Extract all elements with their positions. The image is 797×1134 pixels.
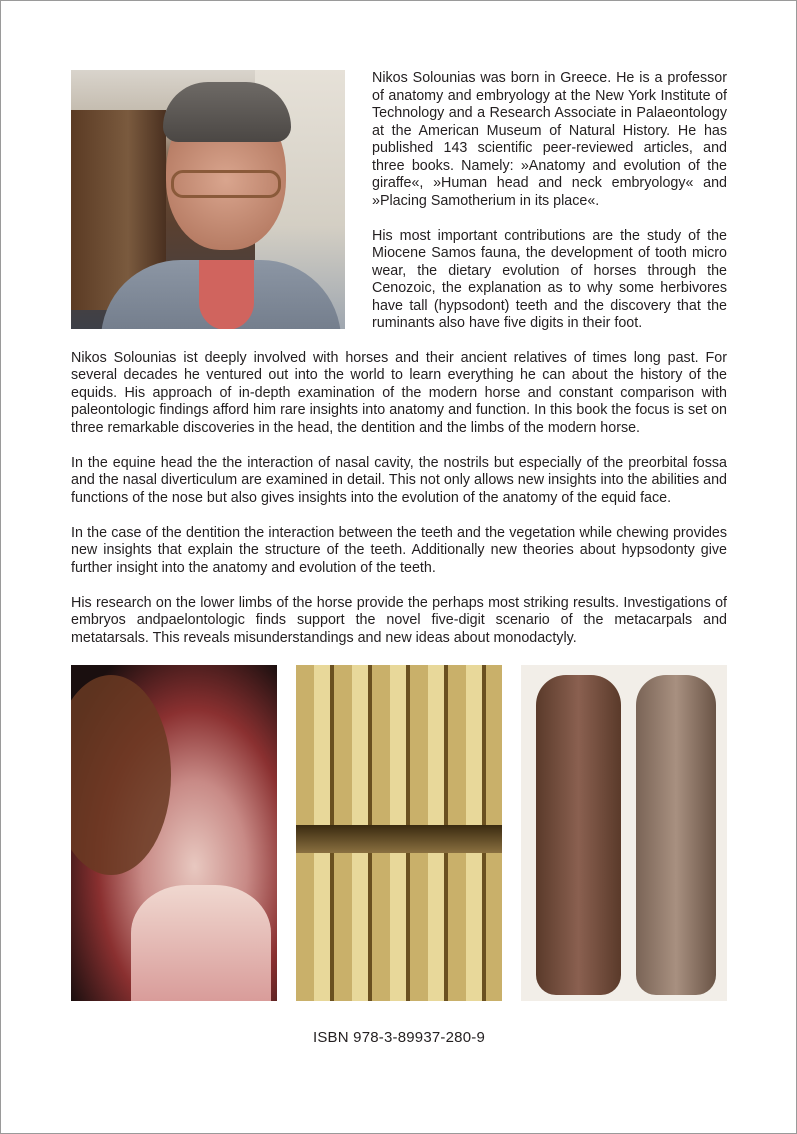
horse-teeth-photo (296, 665, 502, 1001)
description-paragraph: In the equine head the the interaction of nasal cavity, the nostrils but especially of the preorbital fossa and the nasal diverticulum are examined in detail. This not only allows new insights into the abilities and functions of the nose but also gives insights into the evolution of the anatomy of the equid face. (71, 454, 727, 506)
isbn: ISBN 978-3-89937-280-9 (312, 1028, 485, 1046)
horse-head-section-photo (71, 665, 277, 1001)
author-portrait (71, 70, 345, 329)
fossil-bone (636, 675, 716, 995)
description-paragraph: His research on the lower limbs of the horse provide the perhaps most striking results. Investigations of embryos andpaelontologic finds support the novel five-digit scenario of the metacarpals and metatarsals. This reveals misunderstandings and new ideas about monodactyly. (71, 594, 727, 646)
description-paragraph: In the case of the dentition the interaction between the teeth and the vegetation while chewing provides new insights that explain the structure of the teeth. Additionally new theories about hypsodonty give further insight into the anatomy and evolution of the teeth. (71, 524, 727, 576)
fossil-bone (536, 675, 621, 995)
description-paragraph: Nikos Solounias ist deeply involved with horses and their ancient relatives of times long past. For several decades he ventured out into the world to learn everything he can about the history of the equids. His approach of in-depth examination of the modern horse and constant comparison with paleontologic findings afford him rare insights into anatomy and function. In this book the focus is set on three remarkable discoveries in the head, the dentition and the limbs of the modern horse. (71, 349, 727, 436)
hair (163, 82, 291, 142)
collar (199, 260, 254, 329)
author-section (71, 70, 727, 333)
fossil-limb-bones-photo (521, 665, 727, 1001)
book-description (71, 350, 727, 648)
bio-paragraph: His most important contributions are the study of the Miocene Samos fauna, the development of tooth micro wear, the dietary evolution of horses through the Cenozoic, the explanation as to why some herbivores have tall (hypsodont) teeth and the discovery that the ruminants also have five digits in their foot. (372, 227, 727, 331)
glasses (171, 170, 281, 198)
author-bio (372, 70, 727, 333)
photo-row (71, 665, 727, 1001)
bio-paragraph: Nikos Solounias was born in Greece. He is a professor of anatomy and embryology at the New York Institute of Technology and a Research Associate in Palaeontology at the American Museum of Natural History. He has published 143 scientific peer-reviewed articles, and three books. Namely: »Anatomy and evolution of the giraffe«, »Human head and neck embryology« and »Placing Samotherium in its place«. (372, 70, 727, 209)
